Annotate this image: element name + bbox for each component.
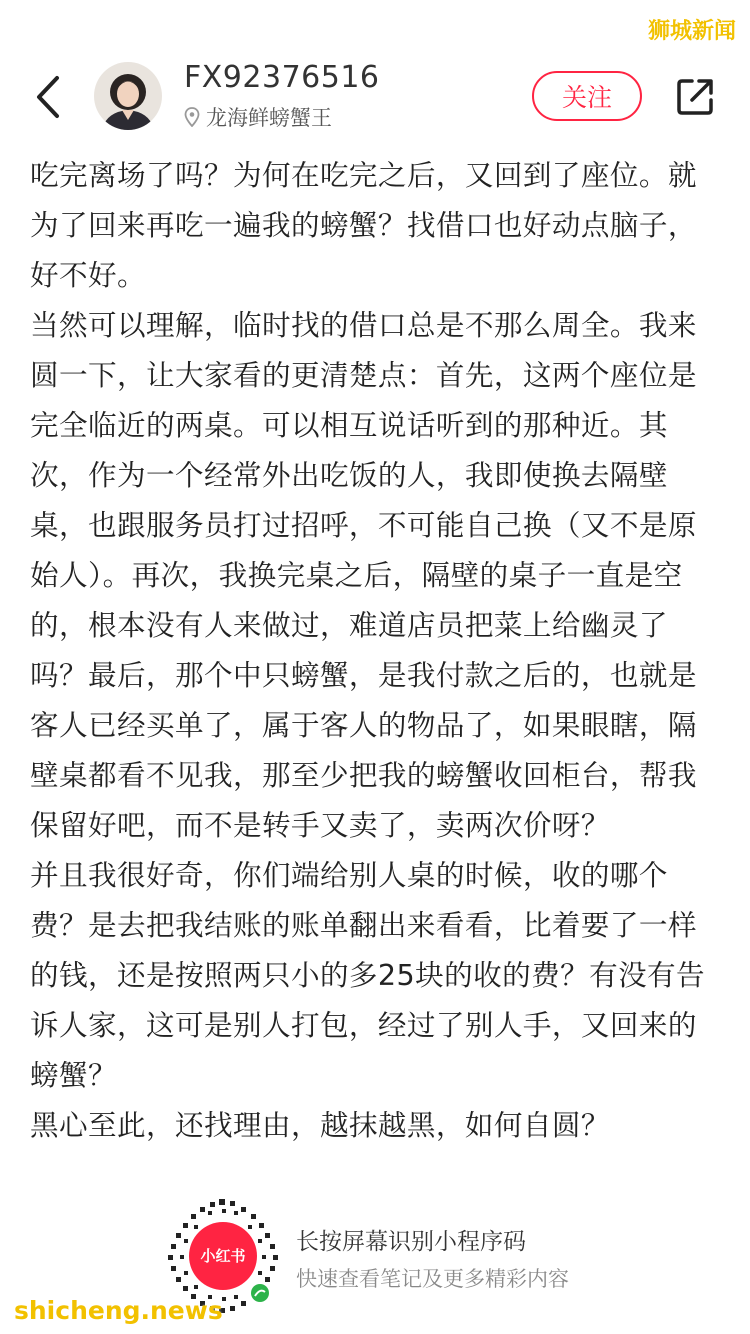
avatar-image	[94, 62, 162, 130]
location-label: 龙海鲜螃蟹王	[206, 106, 332, 130]
watermark-top: 狮城新闻	[647, 19, 736, 44]
back-button[interactable]	[26, 70, 70, 124]
paragraph-1: 吃完离场了吗？为何在吃完之后，又回到了座位。就为了回来再吃一遍我的螃蟹？找借口也好动点脑子，好不好。	[30, 158, 697, 292]
paragraph-4: 黑心至此，还找理由，越抹越黑，如何自圆？	[30, 1108, 610, 1142]
avatar[interactable]	[94, 62, 162, 130]
location-tag[interactable]	[184, 102, 332, 132]
paragraph-2: 当然可以理解，临时找的借口总是不那么周全。我来圆一下，让大家看的更清楚点：首先，这两个座位是完全临近的两桌。可以相互说话听到的那种近。其次，作为一个经常外出吃饭的人，我即使换去隔壁桌，也跟服务员打过招呼，不可能自己换（又不是原始人）。再次，我换完桌之后，隔壁的桌子一直是空的，根本没有人来做过，难道店员把菜上给幽灵了吗？最后，那个中只螃蟹，是我付款之后的，也就是客人已经买单了，属于客人的物品了，如果眼瞎，隔壁桌都看不见我，那至少把我的螃蟹收回柜台，帮我保留好吧，而不是转手又卖了，卖两次价呀？	[30, 308, 697, 842]
location-pin-icon	[184, 107, 200, 127]
qr-title: 长按屏幕识别小程序码	[296, 1229, 526, 1255]
note-content	[30, 150, 720, 1175]
share-button[interactable]	[670, 72, 720, 122]
paragraph-3: 并且我很好奇，你们端给别人桌的时候，收的哪个费？是去把我结账的账单翻出来看看，比着要了一样的钱，还是按照两只小的多25块的收的费？有没有告诉人家，这可是别人打包，经过了别人手，又回来的螃蟹？	[30, 858, 706, 1092]
share-icon	[674, 76, 716, 118]
qr-logo-text: 小红书	[200, 1247, 246, 1265]
username[interactable]: FX92376516	[184, 60, 380, 95]
chevron-left-icon	[33, 74, 63, 120]
watermark-bottom: shicheng.news	[14, 1296, 223, 1325]
note-header	[0, 0, 750, 150]
qr-subtitle: 快速查看笔记及更多精彩内容	[296, 1267, 569, 1291]
follow-button[interactable]: 关注	[532, 71, 642, 121]
